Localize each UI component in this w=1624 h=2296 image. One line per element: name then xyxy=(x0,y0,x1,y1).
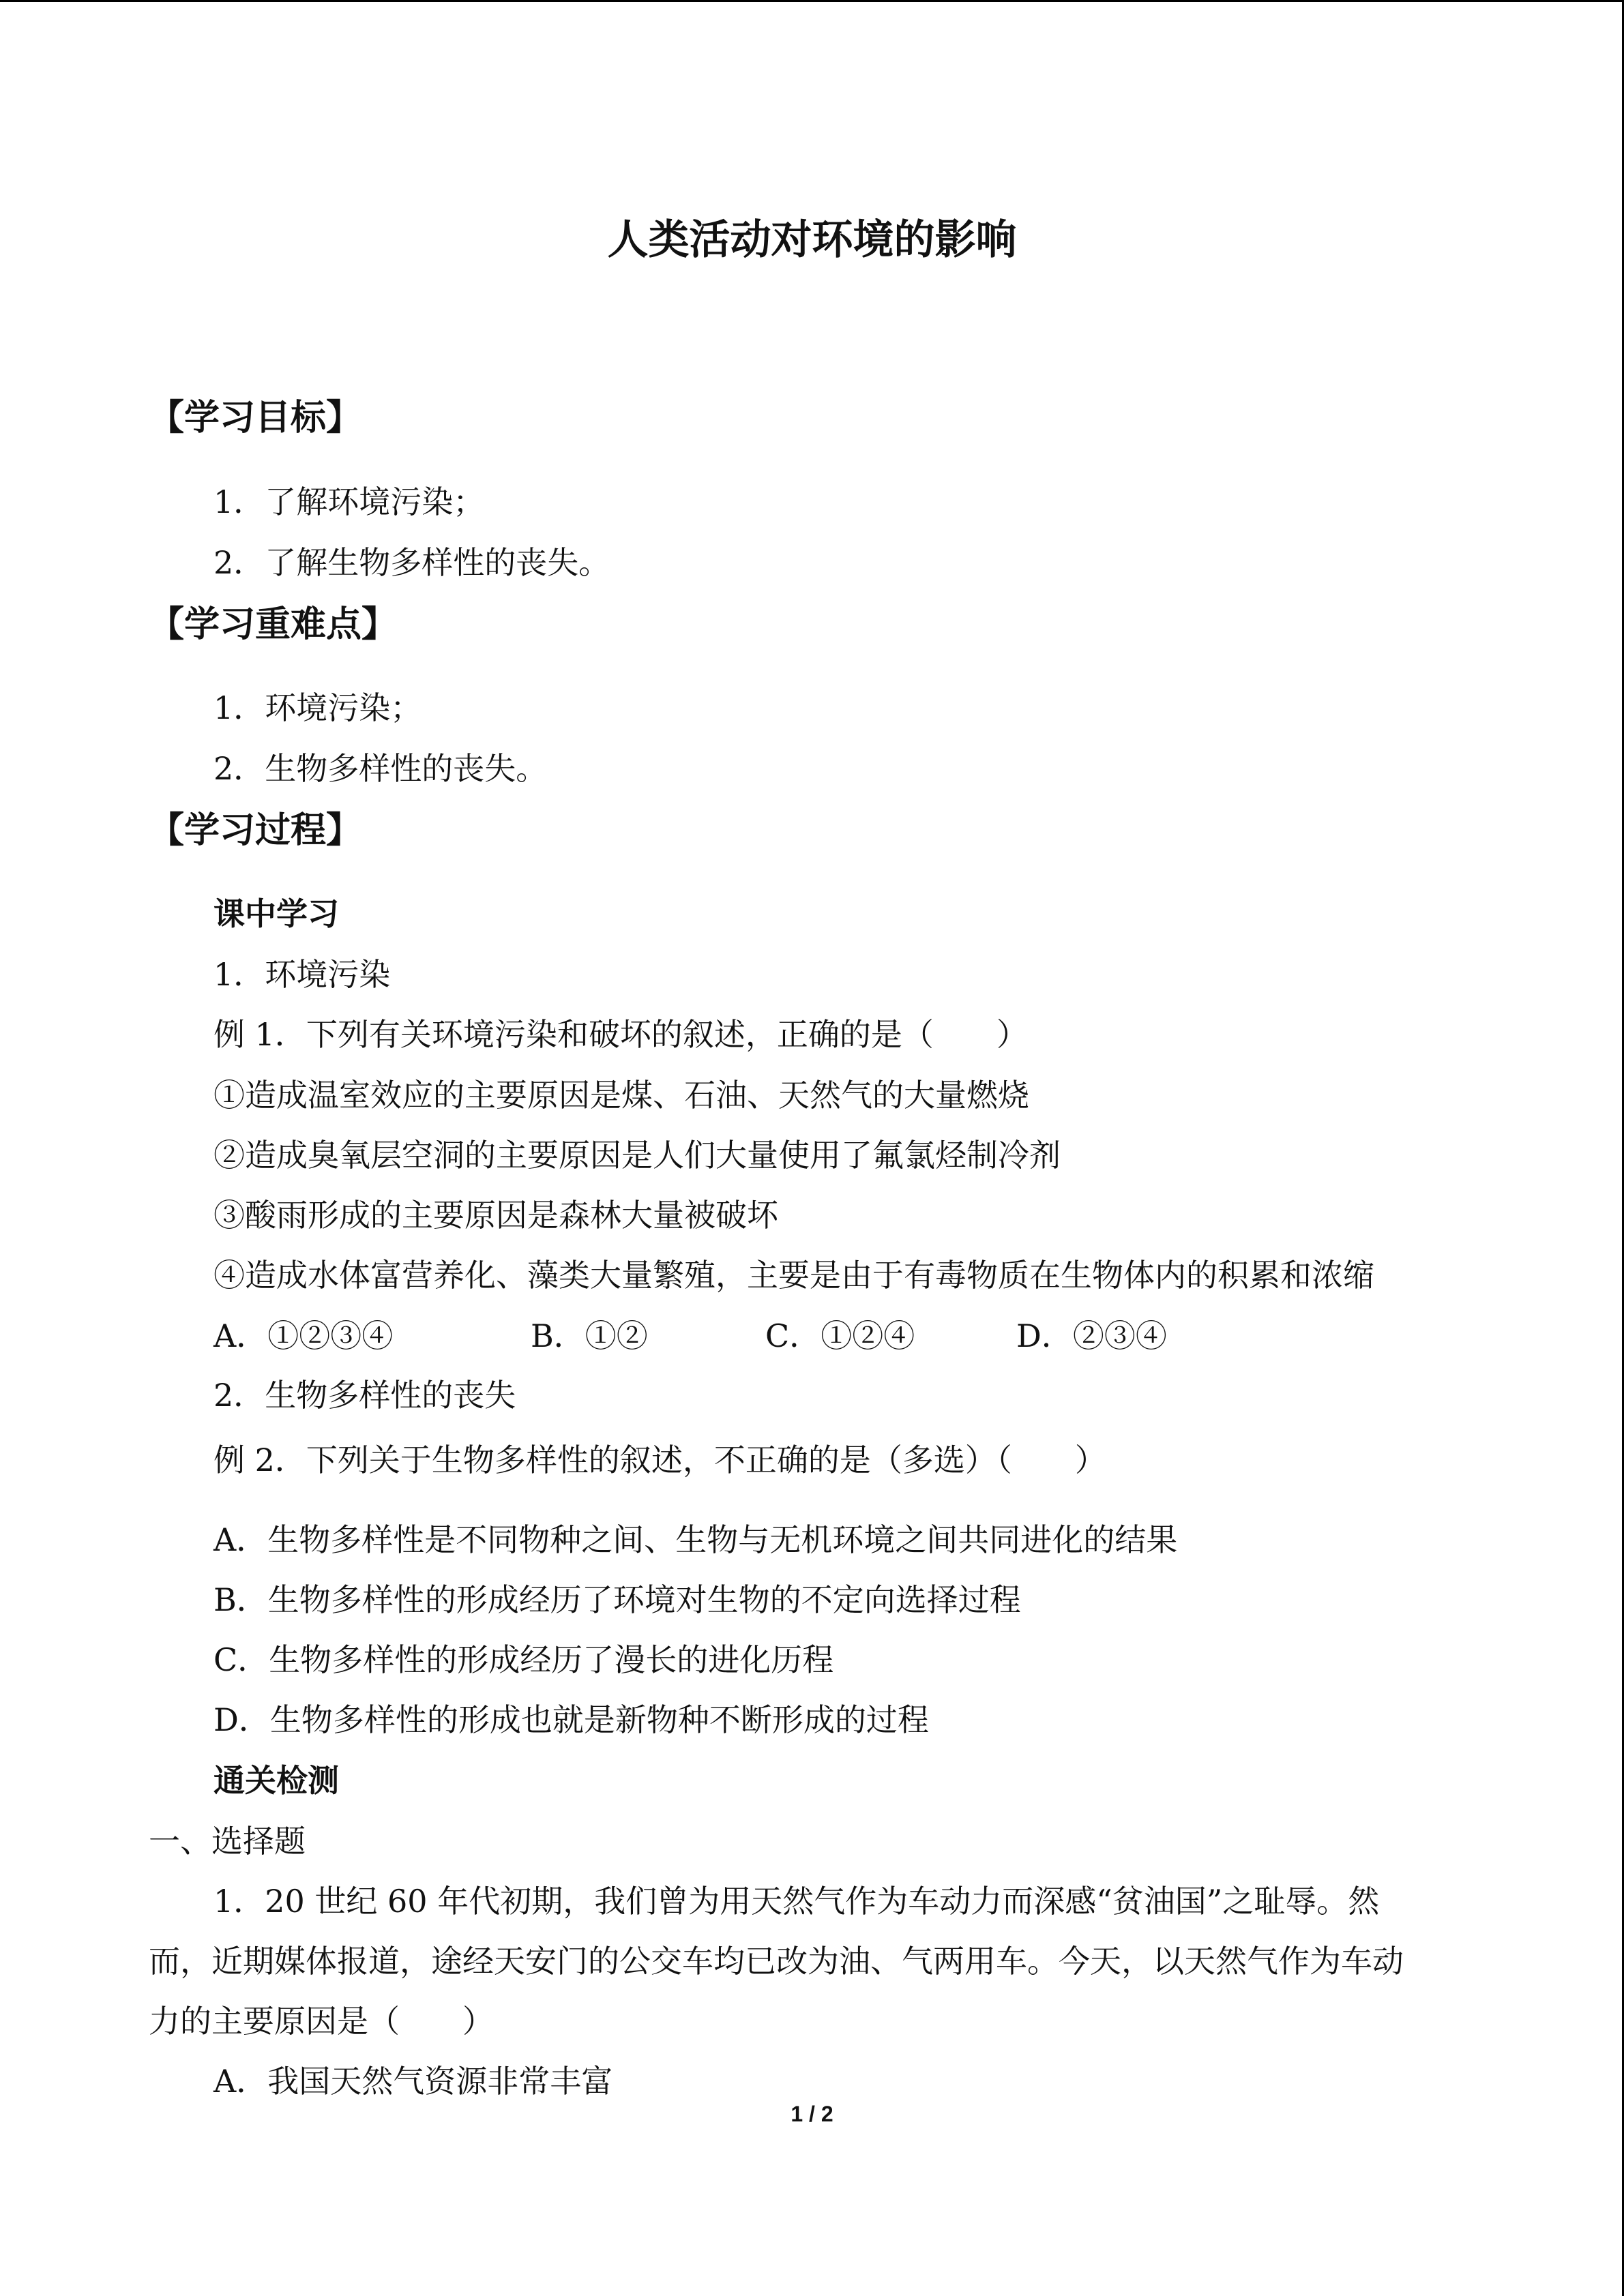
page-title: 人类活动对环境的影响 xyxy=(607,216,1017,264)
question-line: 1．20 世纪 60 年代初期，我们曾为用天然气作为车动力而深感“贫油国”之耻辱。然 xyxy=(213,1883,1380,1920)
goal-item: 2．了解生物多样性的丧失。 xyxy=(213,544,610,581)
topic-heading: 1．环境污染 xyxy=(213,956,391,993)
goal-item: 1．了解环境污染； xyxy=(213,483,485,520)
answer-option: C．生物多样性的形成经历了漫长的进化历程 xyxy=(213,1641,834,1678)
section-heading-process: 【学习过程】 xyxy=(149,810,362,851)
answer-option: A．我国天然气资源非常丰富 xyxy=(213,2063,613,2100)
statement-item: ④造成水体富营养化、藻类大量繁殖，主要是由于有毒物质在生物体内的积累和浓缩 xyxy=(213,1257,1374,1294)
page-number: 1 / 2 xyxy=(791,2102,833,2126)
answer-option: A．生物多样性是不同物种之间、生物与无机环境之间共同进化的结果 xyxy=(213,1521,1178,1558)
subheading-test: 通关检测 xyxy=(213,1762,339,1799)
answer-option: D．生物多样性的形成也就是新物种不断形成的过程 xyxy=(213,1701,929,1738)
key-point-item: 1．环境污染； xyxy=(213,689,422,726)
question-line: 力的主要原因是（ ） xyxy=(149,2003,494,2040)
answer-option: A．①②③④ xyxy=(213,1317,394,1354)
topic-heading: 2．生物多样性的丧失 xyxy=(213,1377,516,1414)
section-heading-goals: 【学习目标】 xyxy=(149,398,362,438)
answer-option: C．①②④ xyxy=(765,1317,915,1354)
answer-option: B．生物多样性的形成经历了环境对生物的不定向选择过程 xyxy=(213,1581,1021,1618)
section-heading-key-points: 【学习重难点】 xyxy=(149,604,398,645)
answer-option: B．①② xyxy=(531,1317,648,1354)
answer-option: D．②③④ xyxy=(1016,1317,1167,1354)
question-type-heading: 一、选择题 xyxy=(149,1823,306,1860)
example-question: 例 1．下列有关环境污染和破坏的叙述，正确的是（ ） xyxy=(213,1016,1028,1053)
question-line: 而，近期媒体报道，途经天安门的公交车均已改为油、气两用车。今天，以天然气作为车动 xyxy=(149,1943,1404,1980)
statement-item: ③酸雨形成的主要原因是森林大量被破坏 xyxy=(213,1197,778,1234)
key-point-item: 2．生物多样性的丧失。 xyxy=(213,750,548,787)
page-border-top xyxy=(0,0,1624,2)
statement-item: ①造成温室效应的主要原因是煤、石油、天然气的大量燃烧 xyxy=(213,1077,1029,1114)
example-question: 例 2．下列关于生物多样性的叙述，不正确的是（多选）（ ） xyxy=(213,1442,1106,1478)
statement-item: ②造成臭氧层空洞的主要原因是人们大量使用了氟氯烃制冷剂 xyxy=(213,1137,1061,1174)
subheading-class-study: 课中学习 xyxy=(213,895,339,932)
